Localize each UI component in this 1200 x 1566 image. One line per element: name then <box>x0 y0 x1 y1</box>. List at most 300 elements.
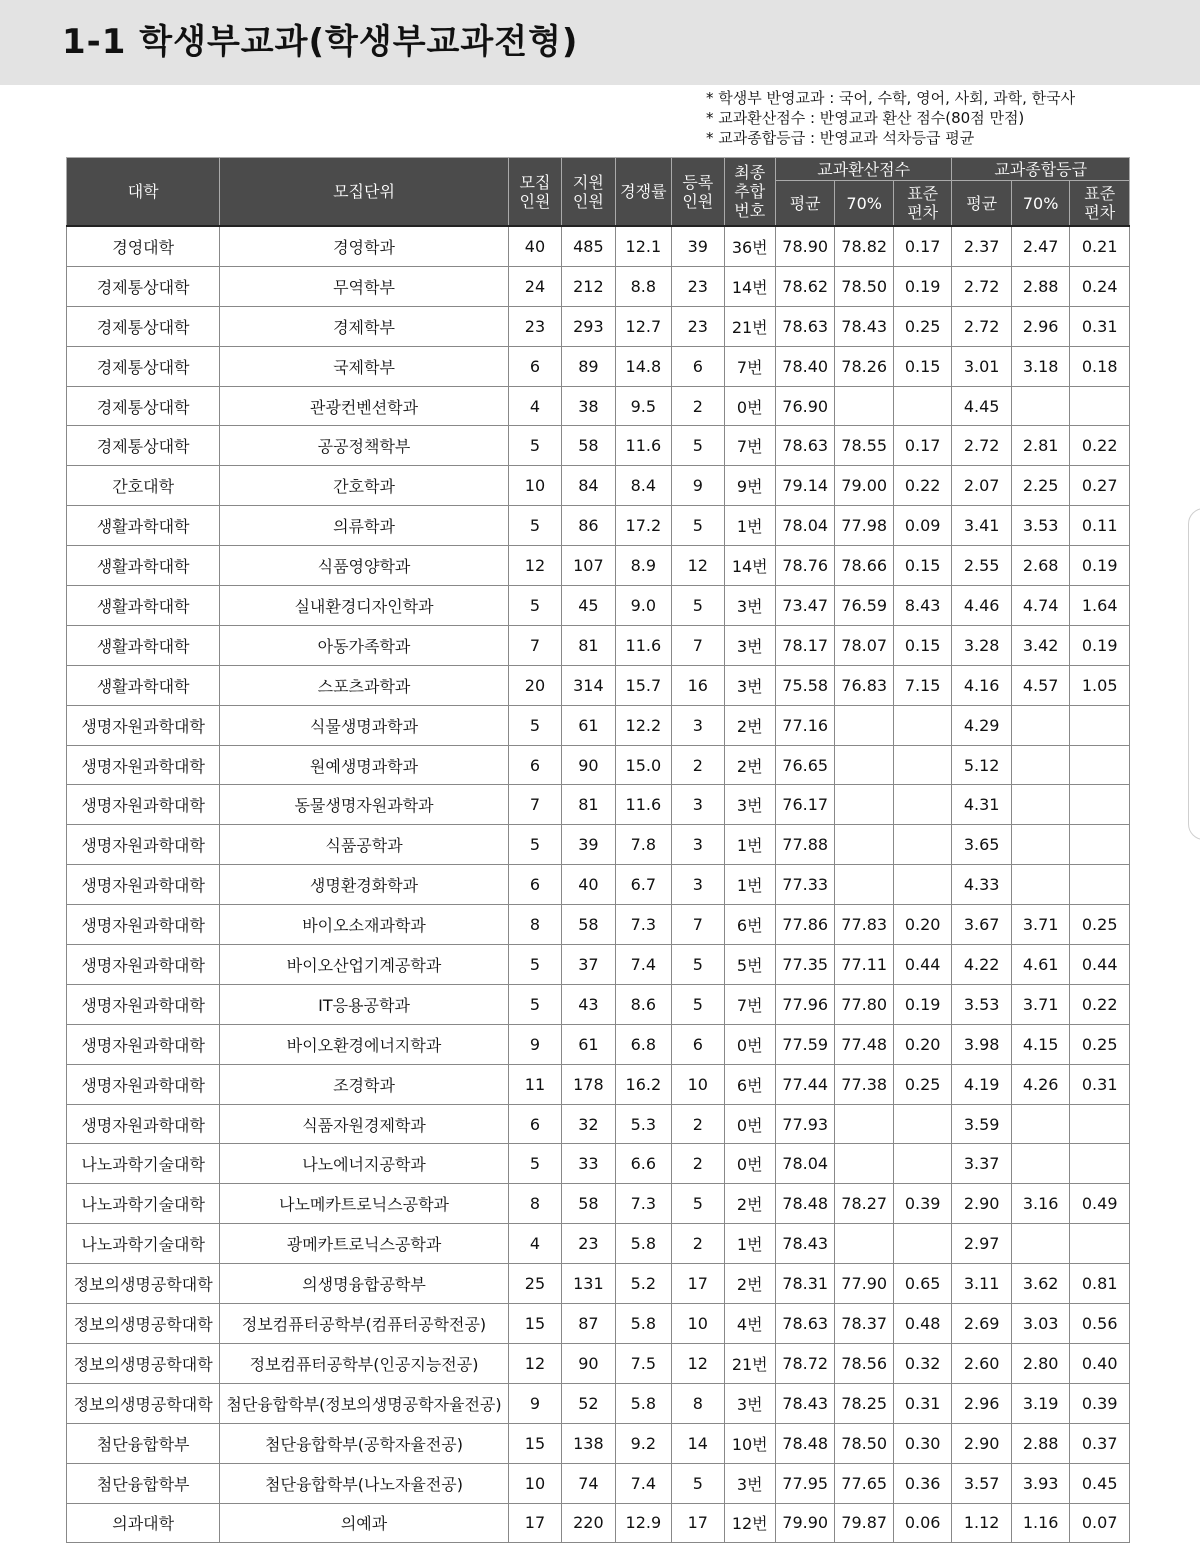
cell-quota: 7 <box>508 625 561 665</box>
cell-score-std: 0.65 <box>893 1264 951 1304</box>
cell-final-number: 14번 <box>724 266 775 306</box>
cell-final-number: 3번 <box>724 625 775 665</box>
cell-grade-std: 0.21 <box>1070 226 1130 266</box>
cell-grade-std: 0.24 <box>1070 266 1130 306</box>
cell-ratio: 8.6 <box>615 984 671 1024</box>
cell-ratio: 9.0 <box>615 586 671 626</box>
cell-grade-70: 3.71 <box>1011 905 1069 945</box>
cell-applicants: 138 <box>562 1423 615 1463</box>
cell-grade-avg: 2.69 <box>952 1304 1012 1344</box>
cell-grade-avg: 4.31 <box>952 785 1012 825</box>
cell-grade-70: 2.88 <box>1011 1423 1069 1463</box>
cell-final-number: 21번 <box>724 306 775 346</box>
cell-college: 생명자원과학대학 <box>67 825 220 865</box>
cell-final-number: 9번 <box>724 466 775 506</box>
cell-grade-std: 0.45 <box>1070 1463 1130 1503</box>
cell-unit: 식품영양학과 <box>220 546 508 586</box>
cell-grade-70 <box>1011 745 1069 785</box>
cell-college: 정보의생명공학대학 <box>67 1304 220 1344</box>
cell-score-avg: 77.35 <box>775 945 835 985</box>
cell-score-std <box>893 745 951 785</box>
cell-score-std: 0.17 <box>893 226 951 266</box>
cell-score-avg: 77.59 <box>775 1024 835 1064</box>
cell-quota: 10 <box>508 466 561 506</box>
table-row <box>67 1423 1130 1463</box>
note-subjects: * 학생부 반영교과 : 국어, 수학, 영어, 사회, 과학, 한국사 <box>706 89 1076 107</box>
cell-quota: 17 <box>508 1503 561 1543</box>
cell-final-number: 3번 <box>724 586 775 626</box>
header-grade-group: 교과종합등급 <box>952 158 1130 181</box>
cell-grade-std: 0.49 <box>1070 1184 1130 1224</box>
header-unit: 모집단위 <box>220 158 508 227</box>
cell-score-70: 78.43 <box>835 306 893 346</box>
cell-registered: 9 <box>672 466 724 506</box>
cell-grade-std: 0.39 <box>1070 1383 1130 1423</box>
table-row <box>67 665 1130 705</box>
cell-grade-70 <box>1011 825 1069 865</box>
cell-quota: 5 <box>508 984 561 1024</box>
cell-score-std <box>893 865 951 905</box>
cell-final-number: 4번 <box>724 1304 775 1344</box>
cell-quota: 20 <box>508 665 561 705</box>
cell-grade-70: 2.25 <box>1011 466 1069 506</box>
cell-score-std: 8.43 <box>893 586 951 626</box>
cell-final-number: 7번 <box>724 426 775 466</box>
cell-score-70: 78.50 <box>835 1423 893 1463</box>
cell-score-70 <box>835 1144 893 1184</box>
cell-quota: 5 <box>508 825 561 865</box>
cell-grade-std: 0.19 <box>1070 546 1130 586</box>
cell-unit: 바이오환경에너지학과 <box>220 1024 508 1064</box>
cell-score-70: 79.87 <box>835 1503 893 1543</box>
cell-grade-std: 0.31 <box>1070 1064 1130 1104</box>
cell-score-70: 78.37 <box>835 1304 893 1344</box>
cell-registered: 3 <box>672 825 724 865</box>
cell-college: 생명자원과학대학 <box>67 945 220 985</box>
cell-final-number: 3번 <box>724 785 775 825</box>
cell-score-std: 0.15 <box>893 625 951 665</box>
cell-final-number: 10번 <box>724 1423 775 1463</box>
admission-results-table <box>66 157 1130 1543</box>
cell-score-70: 77.80 <box>835 984 893 1024</box>
cell-grade-avg: 3.57 <box>952 1463 1012 1503</box>
cell-grade-70: 3.03 <box>1011 1304 1069 1344</box>
cell-college: 생명자원과학대학 <box>67 1064 220 1104</box>
cell-college: 경제통상대학 <box>67 346 220 386</box>
cell-score-std: 0.39 <box>893 1184 951 1224</box>
cell-score-avg: 73.47 <box>775 586 835 626</box>
cell-college: 정보의생명공학대학 <box>67 1343 220 1383</box>
cell-score-std <box>893 825 951 865</box>
table-row <box>67 625 1130 665</box>
cell-score-avg: 78.48 <box>775 1184 835 1224</box>
cell-quota: 5 <box>508 426 561 466</box>
cell-grade-std: 1.05 <box>1070 665 1130 705</box>
cell-final-number: 3번 <box>724 1463 775 1503</box>
cell-unit: 생명환경화학과 <box>220 865 508 905</box>
cell-registered: 5 <box>672 984 724 1024</box>
cell-grade-70: 2.96 <box>1011 306 1069 346</box>
cell-grade-std: 0.25 <box>1070 905 1130 945</box>
cell-ratio: 11.6 <box>615 785 671 825</box>
cell-applicants: 178 <box>562 1064 615 1104</box>
cell-grade-70: 4.15 <box>1011 1024 1069 1064</box>
table-row <box>67 1184 1130 1224</box>
cell-score-70: 78.66 <box>835 546 893 586</box>
cell-score-std <box>893 705 951 745</box>
cell-grade-avg: 2.90 <box>952 1423 1012 1463</box>
cell-grade-70 <box>1011 386 1069 426</box>
cell-grade-std: 0.56 <box>1070 1304 1130 1344</box>
cell-unit: 첨단융합학부(공학자율전공) <box>220 1423 508 1463</box>
cell-quota: 4 <box>508 1224 561 1264</box>
table-row <box>67 586 1130 626</box>
table-row <box>67 426 1130 466</box>
cell-grade-avg: 2.96 <box>952 1383 1012 1423</box>
cell-grade-avg: 4.33 <box>952 865 1012 905</box>
cell-final-number: 0번 <box>724 1104 775 1144</box>
cell-quota: 7 <box>508 785 561 825</box>
cell-grade-avg: 2.97 <box>952 1224 1012 1264</box>
cell-ratio: 5.3 <box>615 1104 671 1144</box>
cell-score-70: 78.07 <box>835 625 893 665</box>
notes <box>706 88 1075 148</box>
header-grade-70: 70% <box>1011 181 1069 227</box>
cell-college: 나노과학기술대학 <box>67 1224 220 1264</box>
header-score-std: 표준 편차 <box>893 181 951 227</box>
cell-ratio: 7.3 <box>615 1184 671 1224</box>
cell-ratio: 11.6 <box>615 625 671 665</box>
cell-registered: 12 <box>672 1343 724 1383</box>
cell-score-70: 77.83 <box>835 905 893 945</box>
cell-grade-std <box>1070 745 1130 785</box>
cell-final-number: 2번 <box>724 1264 775 1304</box>
cell-grade-std: 0.31 <box>1070 306 1130 346</box>
note-grade: * 교과종합등급 : 반영교과 석차등급 평균 <box>706 129 975 147</box>
cell-unit: 의생명융합공학부 <box>220 1264 508 1304</box>
cell-grade-70: 3.19 <box>1011 1383 1069 1423</box>
cell-quota: 9 <box>508 1383 561 1423</box>
cell-unit: 바이오산업기계공학과 <box>220 945 508 985</box>
cell-registered: 17 <box>672 1503 724 1543</box>
cell-grade-avg: 4.45 <box>952 386 1012 426</box>
cell-college: 생명자원과학대학 <box>67 905 220 945</box>
cell-score-avg: 77.86 <box>775 905 835 945</box>
cell-grade-70: 4.61 <box>1011 945 1069 985</box>
note-score: * 교과환산점수 : 반영교과 환산 점수(80점 만점) <box>706 109 1025 127</box>
cell-final-number: 6번 <box>724 1064 775 1104</box>
cell-grade-70: 3.93 <box>1011 1463 1069 1503</box>
cell-final-number: 2번 <box>724 705 775 745</box>
table-row <box>67 825 1130 865</box>
cell-applicants: 40 <box>562 865 615 905</box>
cell-registered: 39 <box>672 226 724 266</box>
table-row <box>67 865 1130 905</box>
cell-score-avg: 76.65 <box>775 745 835 785</box>
cell-college: 생활과학대학 <box>67 665 220 705</box>
cell-applicants: 38 <box>562 386 615 426</box>
cell-ratio: 5.2 <box>615 1264 671 1304</box>
cell-score-std <box>893 785 951 825</box>
cell-registered: 5 <box>672 506 724 546</box>
table-row <box>67 1104 1130 1144</box>
cell-college: 생활과학대학 <box>67 546 220 586</box>
cell-quota: 9 <box>508 1024 561 1064</box>
cell-grade-avg: 3.41 <box>952 506 1012 546</box>
header-score-70: 70% <box>835 181 893 227</box>
cell-college: 경제통상대학 <box>67 386 220 426</box>
cell-score-std: 0.22 <box>893 466 951 506</box>
header-registered: 등록 인원 <box>672 158 724 227</box>
cell-quota: 12 <box>508 1343 561 1383</box>
cell-quota: 11 <box>508 1064 561 1104</box>
table-row <box>67 705 1130 745</box>
cell-score-std <box>893 1224 951 1264</box>
cell-unit: 스포츠과학과 <box>220 665 508 705</box>
cell-registered: 8 <box>672 1383 724 1423</box>
table-row <box>67 945 1130 985</box>
cell-grade-avg: 3.65 <box>952 825 1012 865</box>
cell-unit: 광메카트로닉스공학과 <box>220 1224 508 1264</box>
cell-final-number: 3번 <box>724 665 775 705</box>
cell-grade-avg: 2.90 <box>952 1184 1012 1224</box>
cell-final-number: 1번 <box>724 1224 775 1264</box>
cell-college: 경영대학 <box>67 226 220 266</box>
table-row <box>67 785 1130 825</box>
cell-applicants: 39 <box>562 825 615 865</box>
cell-applicants: 58 <box>562 905 615 945</box>
cell-quota: 24 <box>508 266 561 306</box>
cell-college: 의과대학 <box>67 1503 220 1543</box>
cell-score-std: 0.25 <box>893 306 951 346</box>
cell-score-std: 0.30 <box>893 1423 951 1463</box>
cell-applicants: 90 <box>562 745 615 785</box>
cell-ratio: 12.7 <box>615 306 671 346</box>
cell-quota: 5 <box>508 945 561 985</box>
cell-grade-70: 3.42 <box>1011 625 1069 665</box>
cell-grade-avg: 1.12 <box>952 1503 1012 1543</box>
cell-grade-avg: 3.37 <box>952 1144 1012 1184</box>
cell-score-70: 78.25 <box>835 1383 893 1423</box>
cell-score-avg: 78.90 <box>775 226 835 266</box>
cell-score-avg: 78.04 <box>775 1144 835 1184</box>
cell-final-number: 0번 <box>724 1024 775 1064</box>
cell-applicants: 32 <box>562 1104 615 1144</box>
cell-registered: 6 <box>672 1024 724 1064</box>
cell-score-70 <box>835 1224 893 1264</box>
cell-score-std: 0.32 <box>893 1343 951 1383</box>
cell-score-70: 78.50 <box>835 266 893 306</box>
table-row <box>67 1343 1130 1383</box>
cell-unit: 정보컴퓨터공학부(컴퓨터공학전공) <box>220 1304 508 1344</box>
cell-college: 생명자원과학대학 <box>67 1024 220 1064</box>
table-row <box>67 1503 1130 1543</box>
cell-unit: 나노메카트로닉스공학과 <box>220 1184 508 1224</box>
cell-applicants: 131 <box>562 1264 615 1304</box>
cell-unit: 경영학과 <box>220 226 508 266</box>
table-row <box>67 1224 1130 1264</box>
cell-ratio: 6.7 <box>615 865 671 905</box>
cell-ratio: 14.8 <box>615 346 671 386</box>
cell-applicants: 45 <box>562 586 615 626</box>
table-row <box>67 905 1130 945</box>
table-row <box>67 506 1130 546</box>
cell-ratio: 7.8 <box>615 825 671 865</box>
cell-grade-std: 0.27 <box>1070 466 1130 506</box>
cell-final-number: 3번 <box>724 1383 775 1423</box>
cell-registered: 10 <box>672 1304 724 1344</box>
cell-score-70: 77.65 <box>835 1463 893 1503</box>
cell-grade-70: 2.80 <box>1011 1343 1069 1383</box>
cell-registered: 7 <box>672 905 724 945</box>
cell-grade-70 <box>1011 1224 1069 1264</box>
cell-ratio: 5.8 <box>615 1383 671 1423</box>
cell-registered: 3 <box>672 705 724 745</box>
cell-college: 생명자원과학대학 <box>67 745 220 785</box>
cell-quota: 8 <box>508 905 561 945</box>
cell-score-70: 78.82 <box>835 226 893 266</box>
table-row <box>67 1024 1130 1064</box>
cell-grade-avg: 2.07 <box>952 466 1012 506</box>
cell-grade-std: 0.25 <box>1070 1024 1130 1064</box>
cell-unit: 공공정책학부 <box>220 426 508 466</box>
cell-grade-std: 0.81 <box>1070 1264 1130 1304</box>
cell-grade-70: 4.57 <box>1011 665 1069 705</box>
cell-applicants: 61 <box>562 705 615 745</box>
cell-score-avg: 77.96 <box>775 984 835 1024</box>
cell-ratio: 12.9 <box>615 1503 671 1543</box>
cell-grade-std <box>1070 1224 1130 1264</box>
cell-registered: 17 <box>672 1264 724 1304</box>
cell-score-std <box>893 386 951 426</box>
cell-score-std: 0.48 <box>893 1304 951 1344</box>
cell-registered: 3 <box>672 785 724 825</box>
cell-quota: 23 <box>508 306 561 346</box>
cell-registered: 5 <box>672 586 724 626</box>
table-row <box>67 546 1130 586</box>
cell-grade-avg: 3.11 <box>952 1264 1012 1304</box>
cell-unit: 무역학부 <box>220 266 508 306</box>
cell-grade-70: 4.26 <box>1011 1064 1069 1104</box>
cell-score-std <box>893 1104 951 1144</box>
cell-grade-70: 3.18 <box>1011 346 1069 386</box>
cell-score-70 <box>835 785 893 825</box>
cell-registered: 14 <box>672 1423 724 1463</box>
header-college: 대학 <box>67 158 220 227</box>
cell-final-number: 1번 <box>724 865 775 905</box>
table-row <box>67 346 1130 386</box>
cell-college: 첨단융합학부 <box>67 1463 220 1503</box>
cell-applicants: 293 <box>562 306 615 346</box>
cell-grade-avg: 4.22 <box>952 945 1012 985</box>
cell-score-std: 0.19 <box>893 266 951 306</box>
cell-score-70 <box>835 825 893 865</box>
cell-unit: 실내환경디자인학과 <box>220 586 508 626</box>
table-row <box>67 1463 1130 1503</box>
table-row <box>67 745 1130 785</box>
cell-score-avg: 78.76 <box>775 546 835 586</box>
table-row <box>67 1064 1130 1104</box>
header-grade-std: 표준 편차 <box>1070 181 1130 227</box>
cell-score-70: 76.83 <box>835 665 893 705</box>
cell-final-number: 7번 <box>724 984 775 1024</box>
cell-registered: 10 <box>672 1064 724 1104</box>
cell-grade-std: 0.07 <box>1070 1503 1130 1543</box>
cell-score-70: 77.11 <box>835 945 893 985</box>
table-row <box>67 1383 1130 1423</box>
cell-registered: 6 <box>672 346 724 386</box>
cell-score-avg: 78.48 <box>775 1423 835 1463</box>
cell-score-std: 7.15 <box>893 665 951 705</box>
cell-score-std: 0.25 <box>893 1064 951 1104</box>
cell-score-avg: 78.63 <box>775 306 835 346</box>
cell-score-avg: 78.04 <box>775 506 835 546</box>
cell-applicants: 220 <box>562 1503 615 1543</box>
cell-registered: 23 <box>672 306 724 346</box>
cell-applicants: 485 <box>562 226 615 266</box>
cell-grade-avg: 2.55 <box>952 546 1012 586</box>
cell-quota: 6 <box>508 1104 561 1144</box>
cell-college: 생명자원과학대학 <box>67 865 220 905</box>
cell-final-number: 21번 <box>724 1343 775 1383</box>
cell-college: 생활과학대학 <box>67 506 220 546</box>
cell-college: 정보의생명공학대학 <box>67 1383 220 1423</box>
cell-quota: 15 <box>508 1304 561 1344</box>
cell-grade-avg: 3.01 <box>952 346 1012 386</box>
cell-grade-std <box>1070 1104 1130 1144</box>
cell-college: 생활과학대학 <box>67 625 220 665</box>
cell-score-std: 0.09 <box>893 506 951 546</box>
cell-grade-std: 0.37 <box>1070 1423 1130 1463</box>
cell-ratio: 12.2 <box>615 705 671 745</box>
cell-score-avg: 78.31 <box>775 1264 835 1304</box>
cell-grade-avg: 4.16 <box>952 665 1012 705</box>
header-final-number: 최종 추합 번호 <box>724 158 775 227</box>
cell-applicants: 52 <box>562 1383 615 1423</box>
cell-quota: 5 <box>508 705 561 745</box>
cell-score-avg: 77.16 <box>775 705 835 745</box>
cell-score-std: 0.15 <box>893 546 951 586</box>
cell-grade-70: 2.88 <box>1011 266 1069 306</box>
cell-ratio: 5.8 <box>615 1224 671 1264</box>
cell-final-number: 2번 <box>724 745 775 785</box>
header-score-avg: 평균 <box>775 181 835 227</box>
cell-unit: IT응용공학과 <box>220 984 508 1024</box>
cell-grade-70: 3.62 <box>1011 1264 1069 1304</box>
cell-final-number: 12번 <box>724 1503 775 1543</box>
cell-applicants: 23 <box>562 1224 615 1264</box>
header-grade-avg: 평균 <box>952 181 1012 227</box>
scrollbar-thumb[interactable] <box>1188 508 1200 840</box>
cell-quota: 6 <box>508 745 561 785</box>
cell-ratio: 7.5 <box>615 1343 671 1383</box>
table-row <box>67 306 1130 346</box>
cell-registered: 2 <box>672 386 724 426</box>
cell-applicants: 90 <box>562 1343 615 1383</box>
cell-ratio: 7.4 <box>615 945 671 985</box>
cell-quota: 12 <box>508 546 561 586</box>
cell-unit: 국제학부 <box>220 346 508 386</box>
cell-unit: 아동가족학과 <box>220 625 508 665</box>
cell-score-std <box>893 1144 951 1184</box>
cell-score-avg: 78.17 <box>775 625 835 665</box>
cell-grade-avg: 2.72 <box>952 266 1012 306</box>
cell-quota: 25 <box>508 1264 561 1304</box>
cell-score-avg: 78.43 <box>775 1383 835 1423</box>
cell-college: 간호대학 <box>67 466 220 506</box>
cell-registered: 5 <box>672 426 724 466</box>
cell-grade-70: 3.71 <box>1011 984 1069 1024</box>
